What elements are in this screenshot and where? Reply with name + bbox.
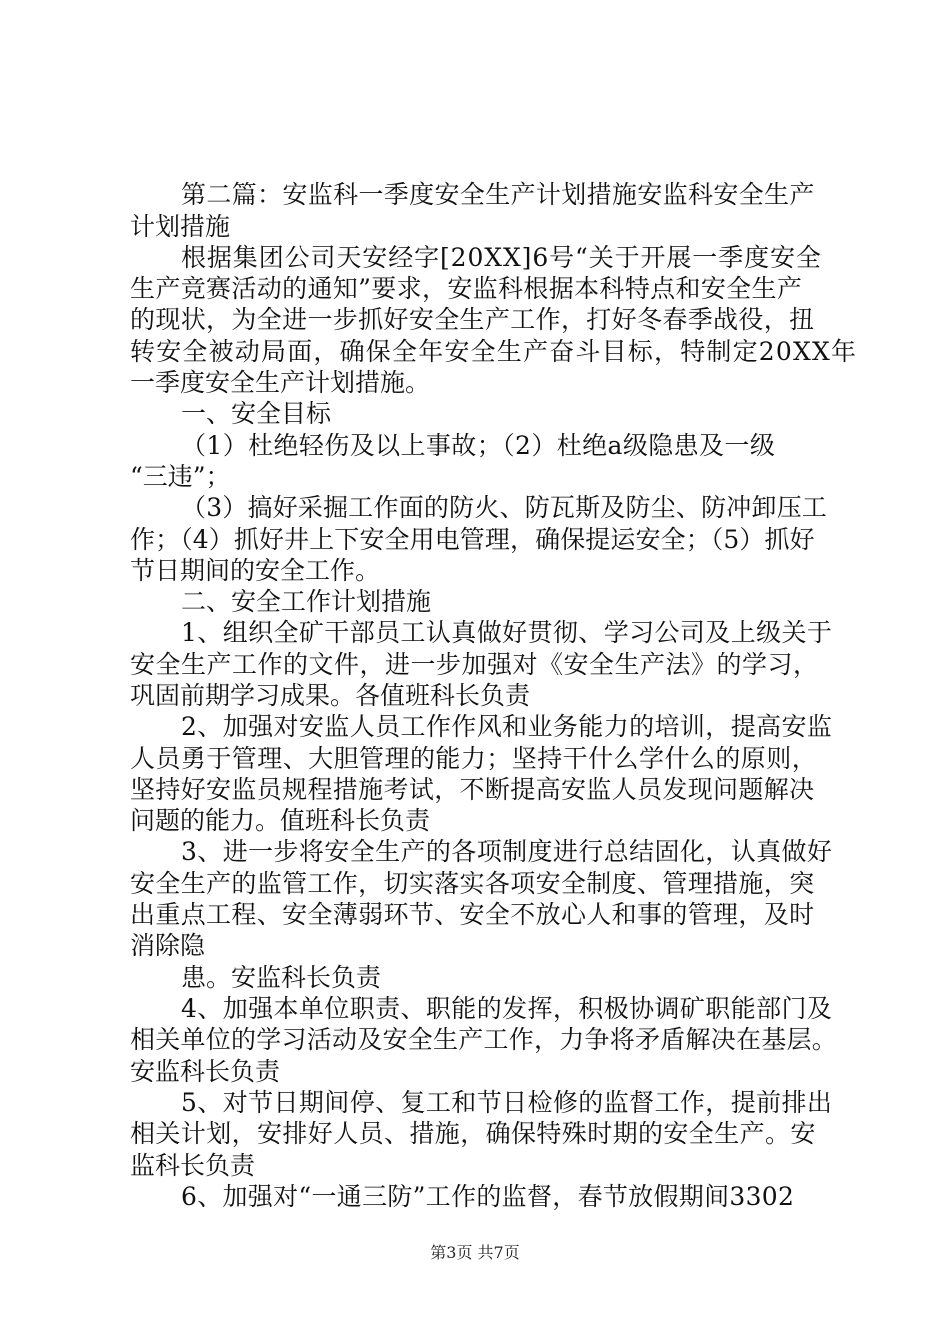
body-line: （1）杜绝轻伤及以上事故；（2）杜绝a级隐患及一级 bbox=[181, 431, 776, 460]
body-line: 相关单位的学习活动及安全生产工作，力争将矛盾解决在基层。 bbox=[130, 1025, 838, 1054]
body-line: 生产竞赛活动的通知”要求，安监科根据本科特点和安全生产 bbox=[130, 274, 803, 303]
body-line: 安全生产工作的文件，进一步加强对《安全生产法》的学习， bbox=[130, 650, 819, 679]
body-line: 安监科长负责 bbox=[130, 1057, 281, 1086]
body-line: 问题的能力。值班科长负责 bbox=[130, 806, 431, 835]
body-line: 作；（4）抓好井上下安全用电管理，确保提运安全；（5）抓好 bbox=[130, 525, 815, 554]
section-heading: 一、安全目标 bbox=[181, 399, 332, 428]
body-line: 安全生产的监管工作，切实落实各项安全制度、管理措施，突 bbox=[130, 869, 815, 898]
body-line: 出重点工程、安全薄弱环节、安全不放心人和事的管理，及时 bbox=[130, 900, 815, 929]
body-line: 3、进一步将安全生产的各项制度进行总结固化，认真做好 bbox=[181, 837, 833, 866]
body-line: 人员勇于管理、大胆管理的能力；坚持干什么学什么的原则， bbox=[130, 744, 818, 773]
body-line: 4、加强本单位职责、职能的发挥，积极协调矿职能部门及 bbox=[181, 994, 833, 1023]
body-line: 计划措施 bbox=[130, 212, 231, 241]
body-line: “三违”； bbox=[130, 462, 231, 491]
body-line: （3）搞好采掘工作面的防火、防瓦斯及防尘、防冲卸压工 bbox=[181, 493, 828, 522]
body-line: 监科长负责 bbox=[130, 1151, 256, 1180]
body-line: 节日期间的安全工作。 bbox=[130, 556, 381, 585]
body-line: 坚持好安监员规程措施考试，不断提高安监人员发现问题解决 bbox=[130, 775, 815, 804]
body-line: 患。安监科长负责 bbox=[181, 963, 382, 992]
body-line: 的现状，为全进一步抓好安全生产工作，打好冬春季战役，扭 bbox=[130, 305, 815, 334]
body-line: 根据集团公司天安经字[20XX]6号“关于开展一季度安全 bbox=[181, 243, 822, 272]
body-line: 巩固前期学习成果。各值班科长负责 bbox=[130, 681, 531, 710]
body-line: 2、加强对安监人员工作作风和业务能力的培训，提高安监 bbox=[181, 712, 833, 741]
page-number-footer: 第3页 共7页 bbox=[430, 1243, 520, 1262]
body-line: 6、加强对“一通三防”工作的监督，春节放假期间3302 bbox=[181, 1182, 795, 1211]
body-line: 消除隐 bbox=[130, 931, 206, 960]
body-line: 第二篇：安监科一季度安全生产计划措施安监科安全生产 bbox=[181, 180, 815, 209]
body-line: 5、对节日期间停、复工和节日检修的监督工作，提前排出 bbox=[181, 1088, 833, 1117]
body-line: 转安全被动局面，确保全年安全生产奋斗目标，特制定20XX年 bbox=[130, 337, 858, 366]
body-line: 1、组织全矿干部员工认真做好贯彻、学习公司及上级关于 bbox=[181, 618, 833, 647]
body-line: 一季度安全生产计划措施。 bbox=[130, 368, 431, 397]
section-heading: 二、安全工作计划措施 bbox=[181, 587, 432, 616]
body-line: 相关计划，安排好人员、措施，确保特殊时期的安全生产。安 bbox=[130, 1119, 816, 1148]
